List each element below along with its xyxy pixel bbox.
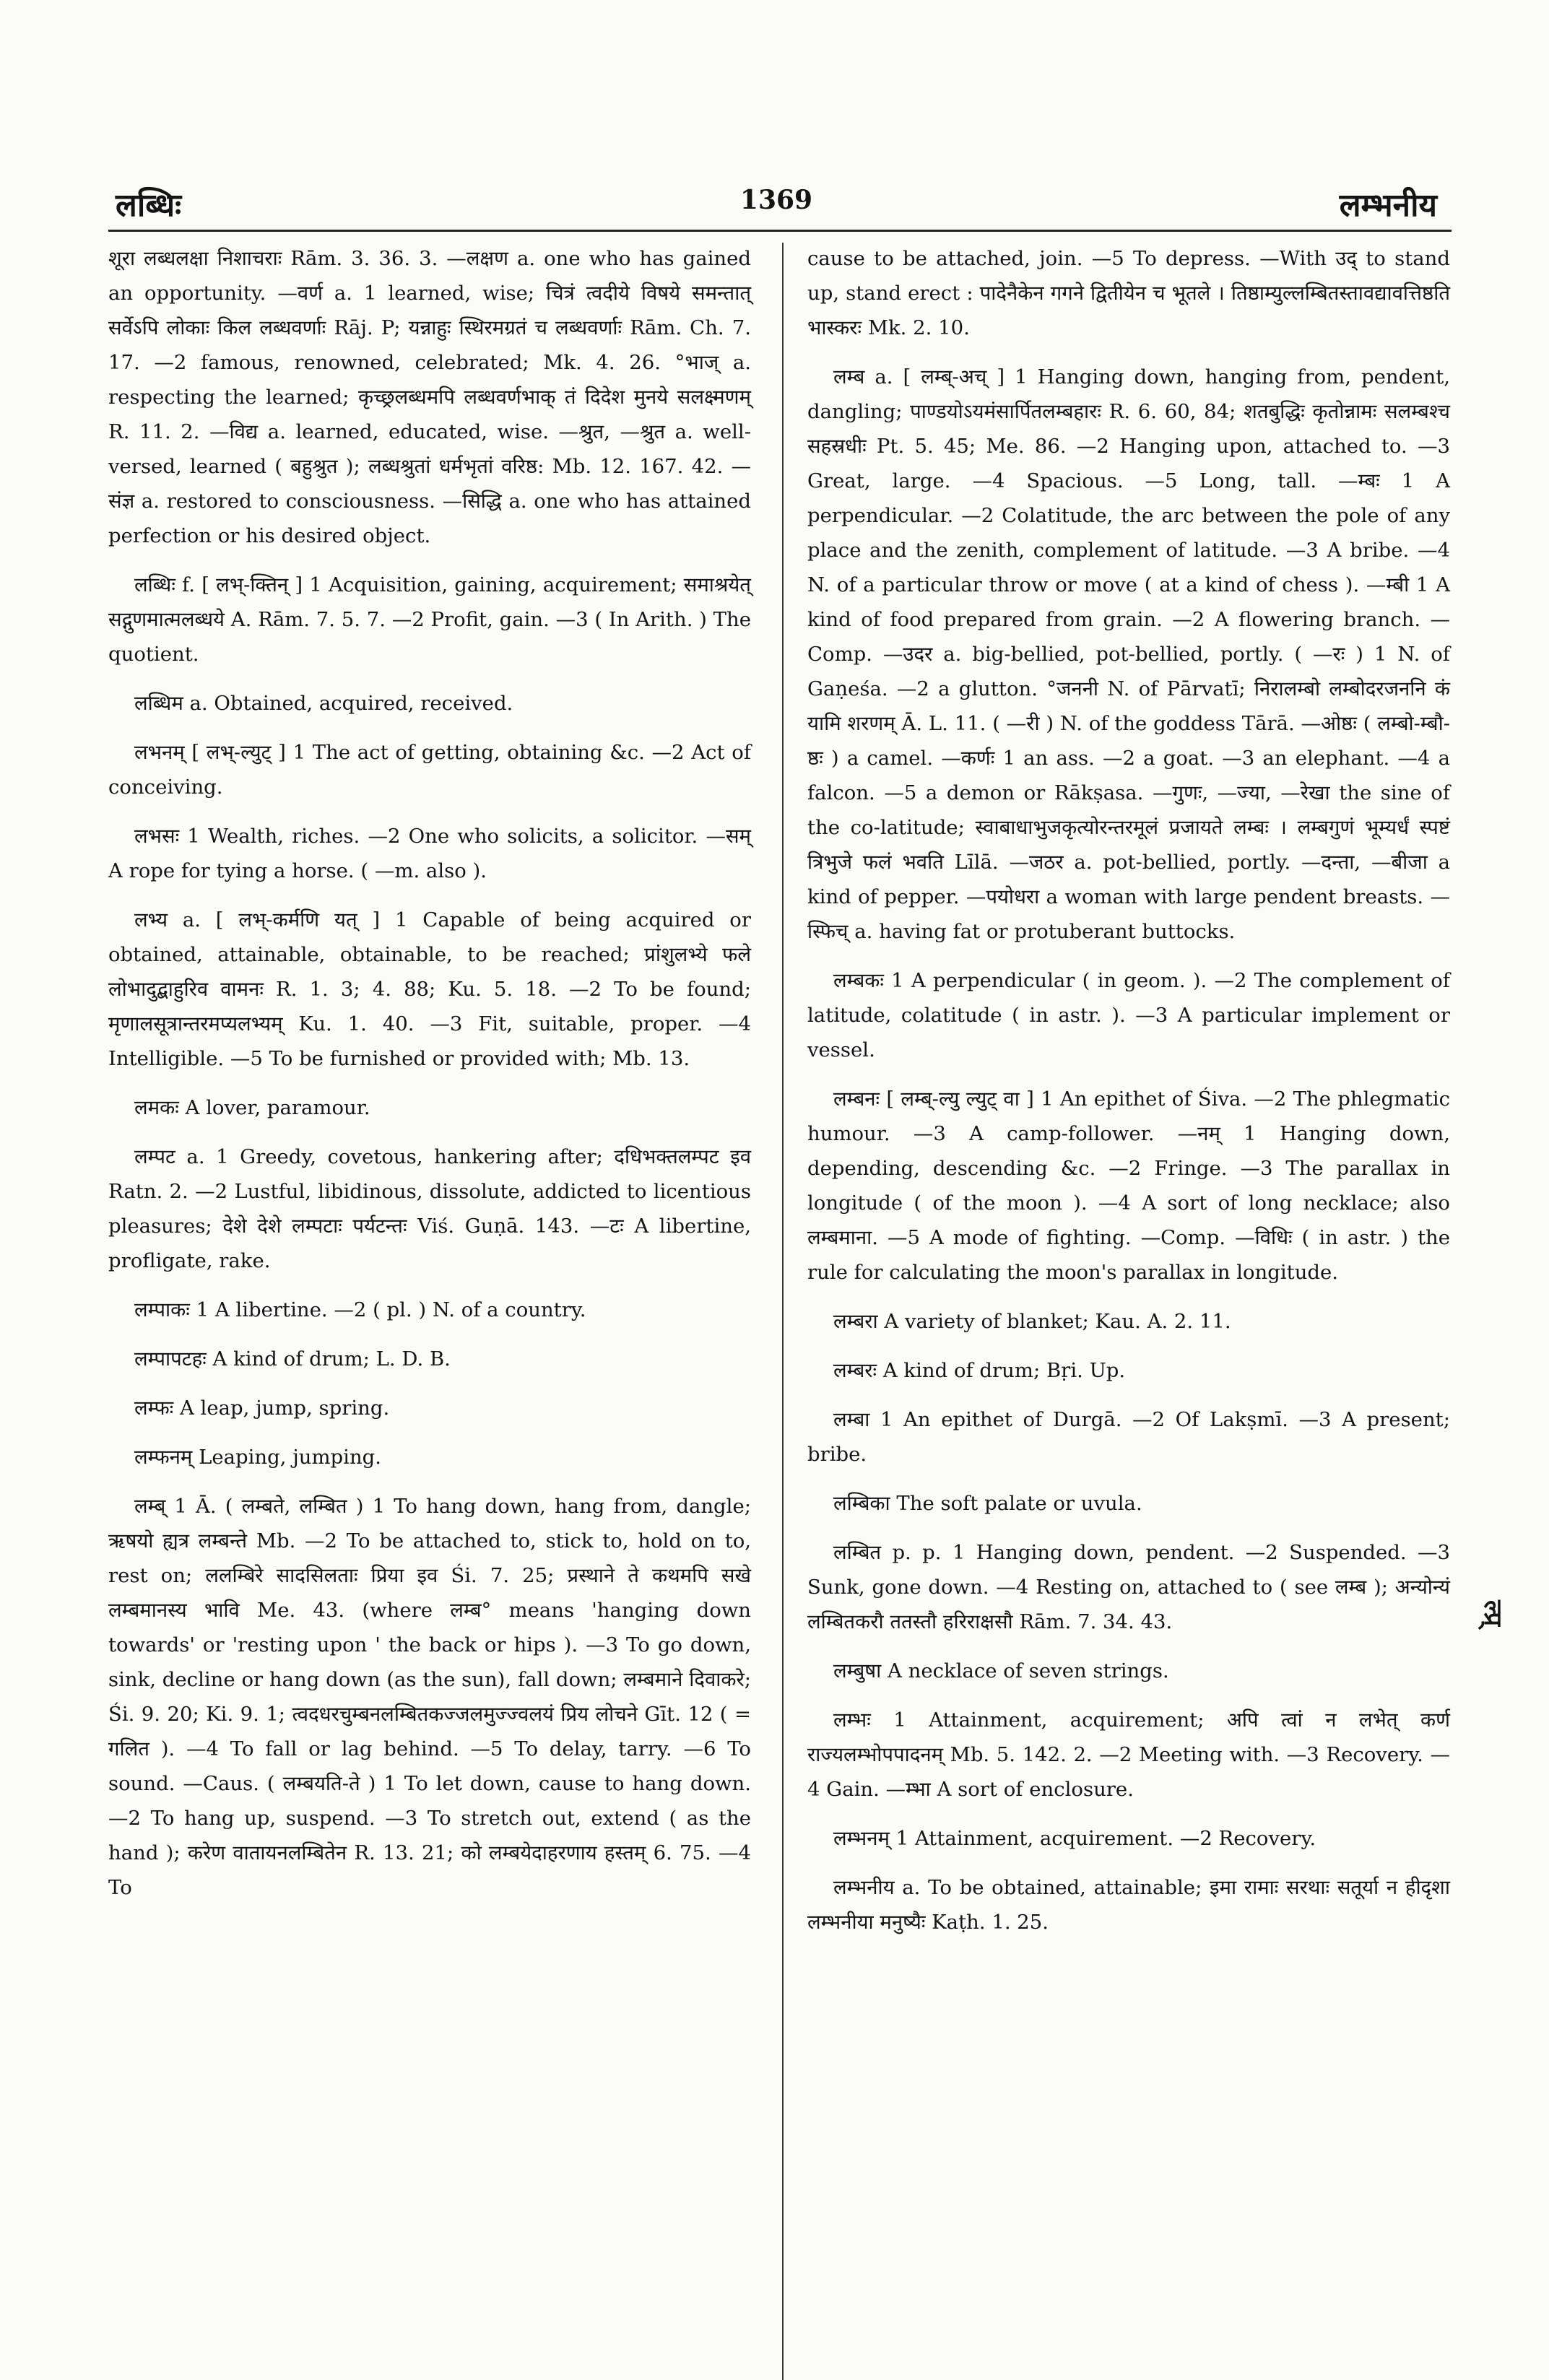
entry-lampata: लम्पट a. 1 Greedy, covetous, hankering after; दधिभक्तलम्पट इव Ratn. 2. —2 Lustful, libidinous, dissolute, addicted to licentious pleasures; देशे देशे लम्पटाः पर्यटन्तः Viś. Guṇā. 143. —टः A libertine, profligate, rake. (108, 1145, 751, 1272)
entry-lambakah: लम्बकः 1 A perpendicular ( in geom. ). —2 The complement of latitude, colatitude ( in astr. ). —3 A particular implement or vessel. (807, 969, 1450, 1061)
entry-labhasah: लभसः 1 Wealth, riches. —2 One who solicits, a solicitor. —सम् A rope for tying a horse. ( —m. also ). (108, 825, 751, 882)
column-divider (782, 243, 784, 2380)
entry-lambhaniya: लम्भनीय a. To be obtained, attainable; इमा रामाः सरथाः सतूर्या न हीदृशा लम्भनीया मनुष्यैः Kaṭh. 1. 25. (807, 1876, 1450, 1934)
entry-labdhima: लब्धिम a. Obtained, acquired, received. (134, 692, 513, 715)
page-header (108, 172, 1444, 230)
entry-labhya: लभ्य a. [ लभ्-कर्मणि यत् ] 1 Capable of being acquired or obtained, attainable, obtainable, to be reached; प्रांशुलभ्ये फले लोभादुद्बाहुरिव वामनः R. 1. 3; 4. 88; Ku. 5. 18. —2 To be found; मृणालसूत्रान्तरमप्यलभ्यम् Ku. 1. 40. —3 Fit, suitable, proper. —4 Intelligible. —5 To be furnished or provided with; Mb. 13. (108, 908, 751, 1070)
thumb-index-mark: ल्प्र् (1478, 1600, 1507, 1628)
left-column (108, 241, 751, 1919)
header-rule (108, 230, 1452, 232)
entry-lampapatahah: लम्पापटहः A kind of drum; L. D. B. (134, 1347, 451, 1371)
right-column (807, 241, 1450, 1954)
entry-lambara: लम्बरा A variety of blanket; Kau. A. 2. 11. (833, 1310, 1231, 1333)
right-guide-word: लम्भनीय (1339, 187, 1437, 224)
entry-lambhanam: लम्भनम् 1 Attainment, acquirement. —2 Recovery. (833, 1827, 1316, 1850)
entry-lamba-fem: लम्बा 1 An epithet of Durgā. —2 Of Lakṣmī. —3 A present; bribe. (807, 1408, 1450, 1466)
entry-lamb-verb: लम्ब् 1 Ā. ( लम्बते, लम्बित ) 1 To hang down, hang from, dangle; ऋषयो ह्यत्र लम्बन्ते Mb. —2 To be attached to, stick to, hold on to, rest on; ललम्बिरे सादसिलताः प्रिया इव Śi. 7. 25; प्रस्थाने ते कथमपि सखे लम्बमानस्य भावि Me. 43. (where लम्ब° means 'hanging down towards' or 'resting upon ' the back or hips ). —3 To go down, sink, decline or hang down (as the sun), fall down; लम्बमाने दिवाकरे; Śi. 9. 20; Ki. 9. 1; त्वदधरचुम्बनलम्बितकज्जलमुज्ज्वलयं प्रिय लोचने Gīt. 12 ( = गलित ). —4 To fall or lag behind. —5 To delay, tarry. —6 To sound. —Caus. ( लम्बयति-ते ) 1 To let down, cause to hang down. —2 To hang up, suspend. —3 To stretch out, extend ( as the hand ); करेण वातायनलम्बितेन R. 13. 21; को लम्बयेदाहरणाय हस्तम् 6. 75. —4 To (108, 1495, 751, 1899)
entry-lambhah: लम्भः 1 Attainment, acquirement; अपि त्वां न लभेत् कर्ण राज्यलम्भोपपादनम् Mb. 5. 142. 2. —2 Meeting with. —3 Recovery. —4 Gain. —म्भा A sort of enclosure. (807, 1708, 1450, 1801)
entry-lamakah: लमकः A lover, paramour. (134, 1096, 370, 1119)
entry-lampakah: लम्पाकः 1 A libertine. —2 ( pl. ) N. of a country. (134, 1298, 586, 1321)
entry-lamphanam: लम्फनम् Leaping, jumping. (134, 1446, 381, 1469)
entry-labdhih: लब्धिः f. [ लभ्-क्तिन् ] 1 Acquisition, gaining, acquirement; समाश्रयेत् सद्गुणमात्मलब्धये A. Rām. 7. 5. 7. —2 Profit, gain. —3 ( In Arith. ) The quotient. (108, 573, 751, 666)
entry-lamb-continued: cause to be attached, join. —5 To depress. —With उद् to stand up, stand erect : पादेनैकेन गगने द्वितीयेन च भूतले । तिष्ठाम्युल्लम्बितस्तावद्यावत्तिष्ठति भास्करः Mk. 2. 10. (807, 247, 1450, 339)
entry-lambusha: लम्बुषा A necklace of seven strings. (833, 1659, 1169, 1682)
entry-lamba: लम्ब a. [ लम्ब्-अच् ] 1 Hanging down, hanging from, pendent, dangling; पाण्डयोऽयमंसार्पितलम्बहारः R. 6. 60, 84; शतबुद्धिः कृतोन्नामः सलम्बश्च सहस्रधीः Pt. 5. 45; Me. 86. —2 Hanging upon, attached to. —3 Great, large. —4 Spacious. —5 Long, tall. —म्बः 1 A perpendicular. —2 Colatitude, the arc between the pole of any place and the zenith, complement of latitude. —3 A bribe. —4 N. of a particular throw or move ( at a kind of chess ). —म्बी 1 A kind of food prepared from grain. —2 A flowering branch. —Comp. —उदर a. big-bellied, pot-bellied, portly. ( —रः ) 1 N. of Gaṇeśa. —2 a glutton. °जननी N. of Pārvatī; निरालम्बो लम्बोदरजननि कं यामि शरणम् Ā. L. 11. ( —री ) N. of the goddess Tārā. —ओष्ठः ( लम्बो-म्बौ-ष्ठः ) a camel. —कर्णः 1 an ass. —2 a goat. —3 an elephant. —4 a falcon. —5 a demon or Rākṣasa. —गुणः, —ज्या, —रेखा the sine of the co-latitude; स्वाबाधाभुजकृत्योरन्तरमूलं प्रजायते लम्बः । लम्बगुणं भूम्यर्धं स्पष्टं त्रिभुजे फलं भवति Līlā. —जठर a. pot-bellied, portly. —दन्ता, —बीजा a kind of pepper. —पयोधरा a woman with large pendent breasts. —स्फिच् a. having fat or protuberant buttocks. (807, 365, 1450, 943)
entry-labhanam: लभनम् [ लभ्-ल्युट् ] 1 The act of getting, obtaining &c. —2 Act of conceiving. (108, 741, 751, 799)
entry-continued: शूरा लब्धलक्षा निशाचराः Rām. 3. 36. 3. —लक्षण a. one who has gained an opportunity. —वर्ण a. 1 learned, wise; चित्रं त्वदीये विषये समन्तात् सर्वेऽपि लोकाः किल लब्धवर्णाः Rāj. P; यन्नाहुः स्थिरमग्रतं च लब्धवर्णाः Rām. Ch. 7. 17. —2 famous, renowned, celebrated; Mk. 4. 26. °भाज् a. respecting the learned; कृच्छ्रलब्धमपि लब्धवर्णभाक् तं दिदेश मुनये सलक्ष्मणम् R. 11. 2. —विद्य a. learned, educated, wise. —श्रुत, —श्रुत a. well-versed, learned ( बहुश्रुत ); लब्धश्रुतां धर्मभृतां वरिष्ठ: Mb. 12. 167. 42. —संज्ञ a. restored to consciousness. —सिद्धि a. one who has attained perfection or his desired object. (108, 247, 751, 547)
entry-lambanah: लम्बनः [ लम्ब्-ल्यु ल्युट् वा ] 1 An epithet of Śiva. —2 The phlegmatic humour. —3 A camp-follower. —नम् 1 Hanging down, depending, descending &c. —2 Fringe. —3 The parallax in longitude ( of the moon ). —4 A sort of long necklace; also लम्बमाना. —5 A mode of fighting. —Comp. —विधिः ( in astr. ) the rule for calculating the moon's parallax in longitude. (807, 1087, 1450, 1284)
entry-lambarah: लम्बरः A kind of drum; Bṛi. Up. (833, 1359, 1126, 1382)
entry-lambita: लम्बित p. p. 1 Hanging down, pendent. —2 Suspended. —3 Sunk, gone down. —4 Resting on, attached to ( see लम्ब ); अन्योन्यं लम्बितकरौ ततस्तौ हरिराक्षसौ Rām. 7. 34. 43. (807, 1541, 1450, 1633)
left-guide-word: लब्धिः (116, 187, 181, 224)
entry-lamphah: लम्फः A leap, jump, spring. (134, 1397, 390, 1420)
entry-lambika: लम्बिका The soft palate or uvula. (833, 1492, 1142, 1515)
page-number: 1369 (739, 185, 813, 215)
